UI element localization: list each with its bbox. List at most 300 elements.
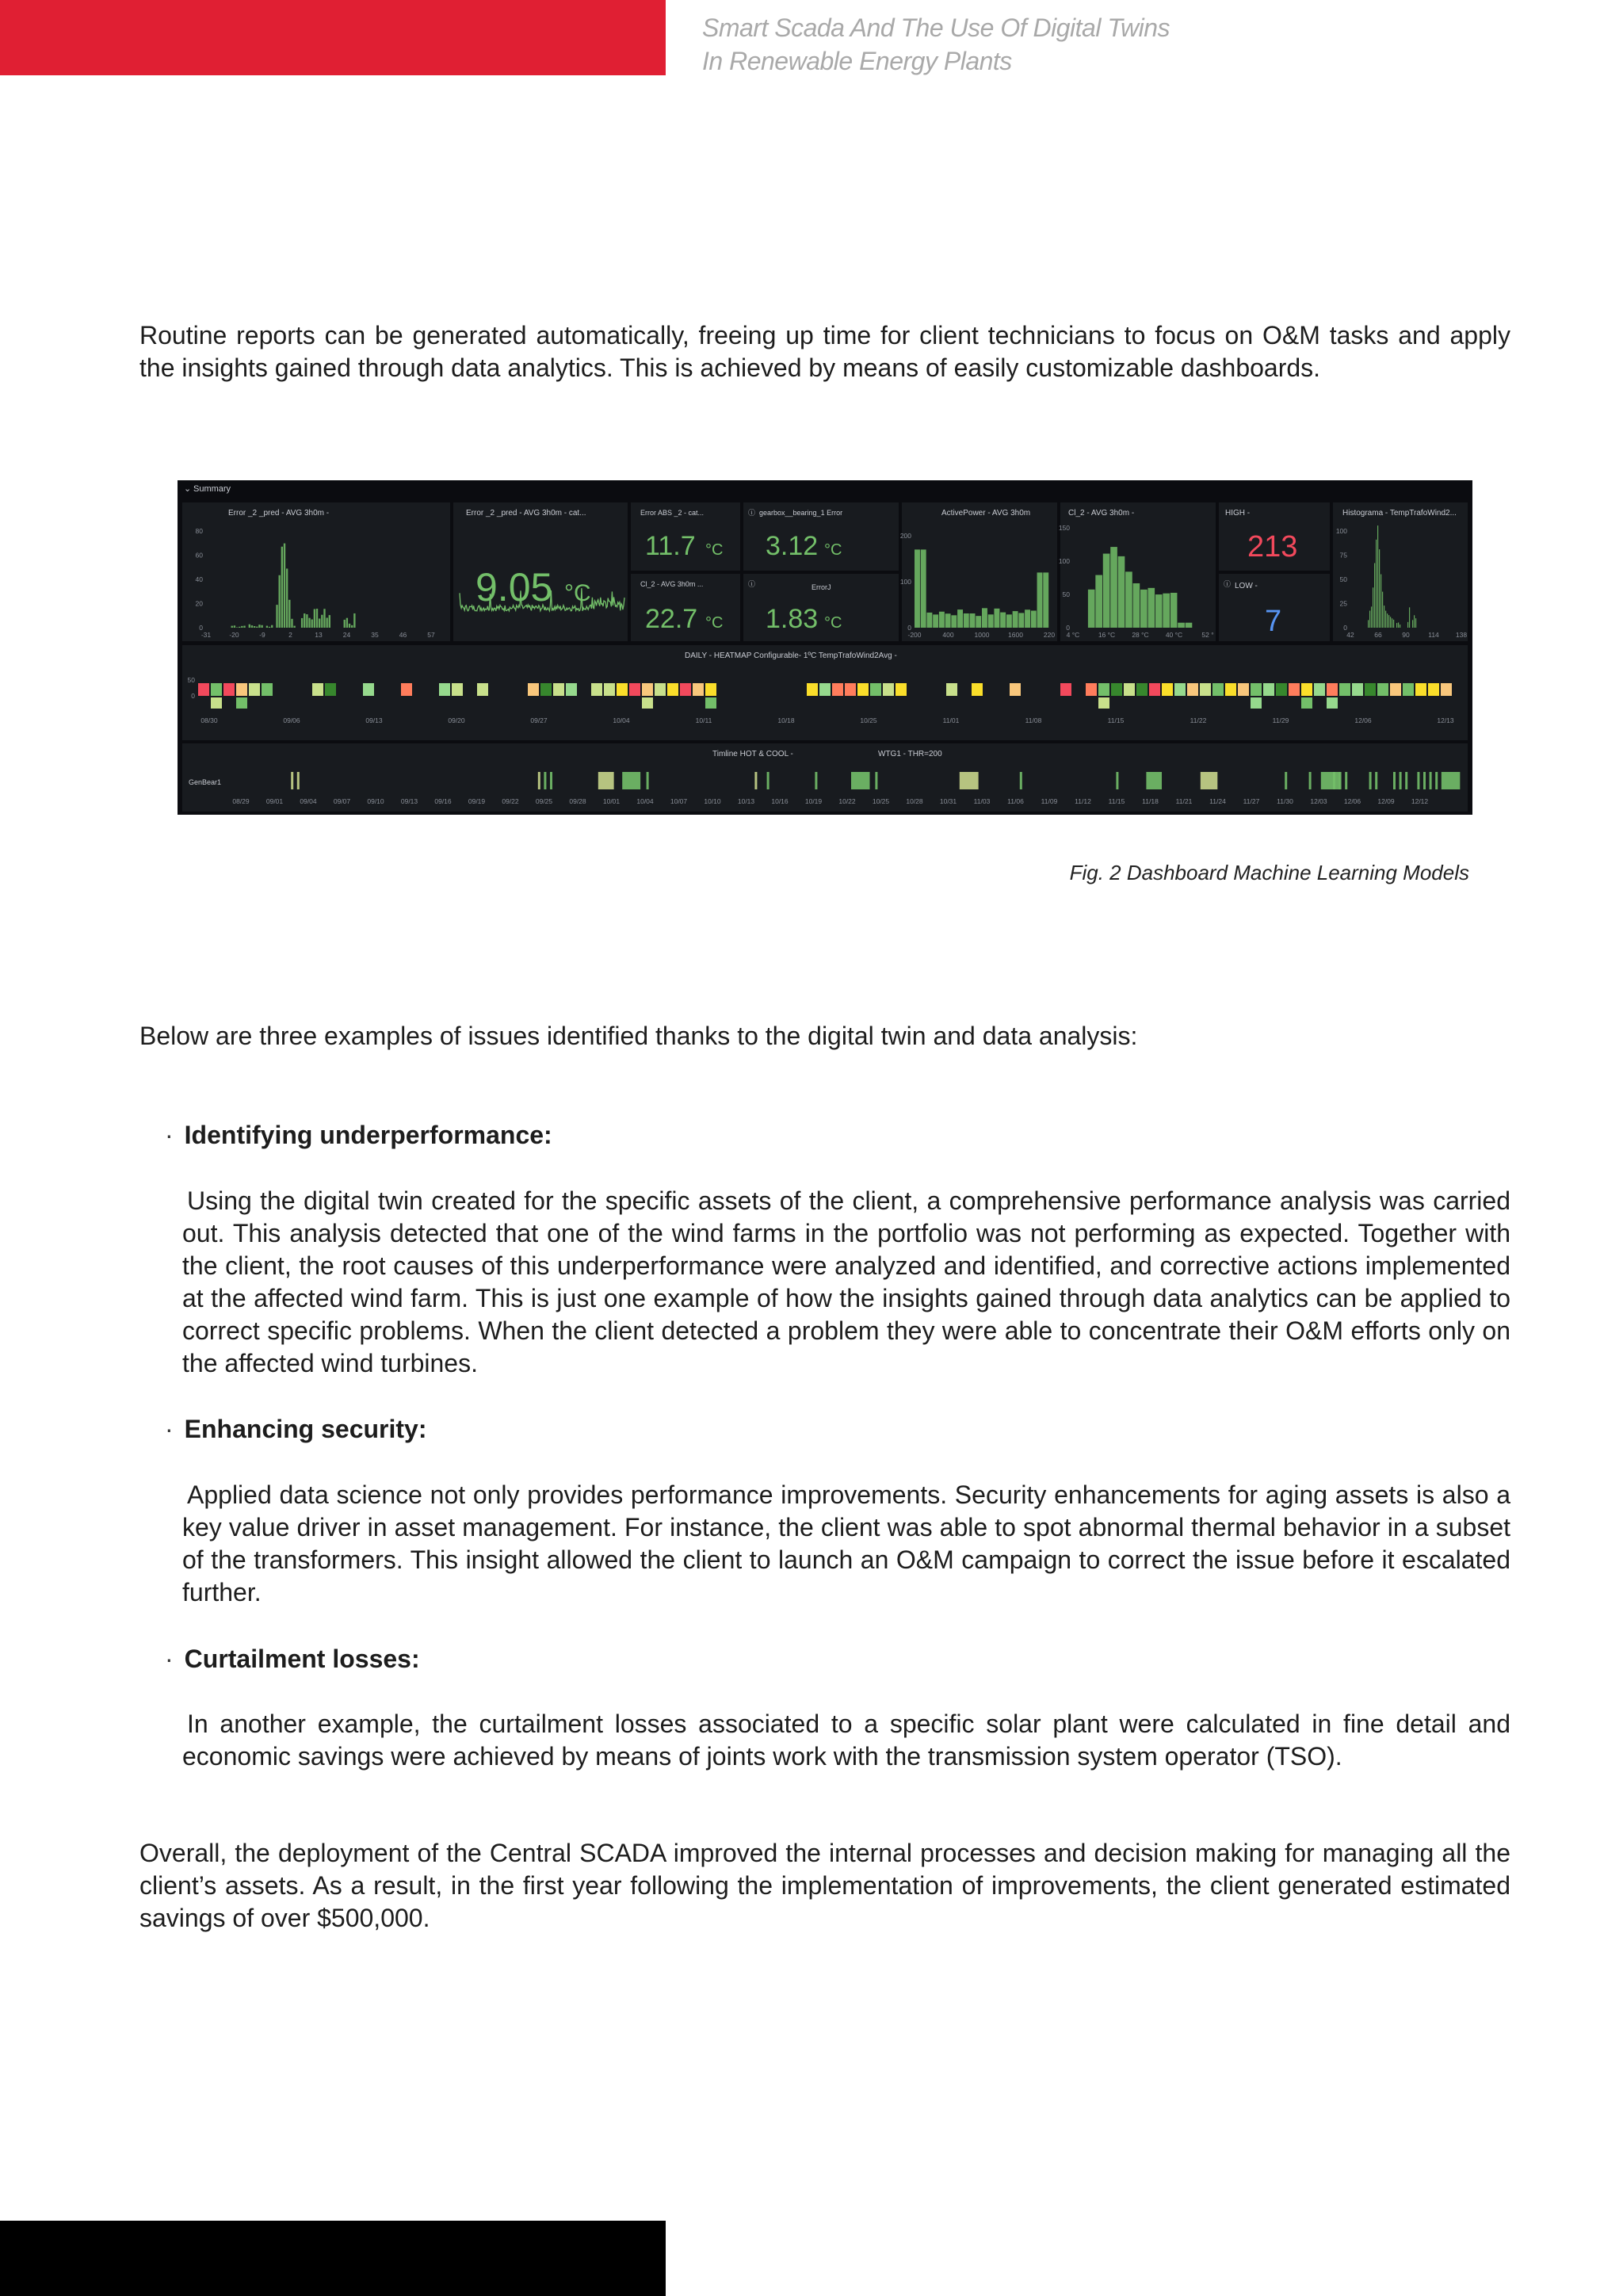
tick-label: 12/06 [1354,716,1372,724]
heatmap-cell [325,683,336,696]
heatmap-cell [845,683,856,696]
timeline-bar [538,772,540,789]
timeline-bar [1333,772,1335,789]
hist-bar [231,626,233,628]
underperformance-text: Using the digital twin created for the specific assets of the client, a comprehensive performance analysis was carried out. This analysis detected that one of the wind farms in the portfolio was not performing as expected. Together with the client, the root causes of this underperformance were analyzed and identified, and corrective actions implemented at the affected wind farm. This is just one example of how the insights gained through data analytics can be applied to correct specific problems. When the client detected a problem they were able to concentrate their O&M efforts only on the affected wind turbines. [182,1186,1510,1377]
heatmap-cell [1136,683,1148,696]
hist-bar [1368,620,1369,628]
stat-value: 7 [1265,605,1282,638]
heatmap-cell [1111,683,1122,696]
heatmap-cell [528,683,539,696]
bullet-title: Enhancing security: [184,1415,427,1443]
tick-label: -20 [229,631,239,639]
bullet-dot: · [165,1121,174,1149]
hist-bar [241,626,242,628]
bullet-security [165,1413,427,1446]
tick-label: 28 °C [1132,631,1149,639]
timeline-bar [815,772,817,789]
tick-label: 10/28 [906,797,923,805]
hist-bar [243,626,245,628]
tick-label: 0 [1066,624,1070,632]
timeline-bar [875,772,877,789]
heatmap-cell [1301,697,1312,709]
hist-bar [1388,615,1389,628]
tick-label: 25 [1339,599,1347,608]
panel-title: ActivePower - AVG 3h0m [941,509,1031,518]
stat-value: 3.12 [766,531,819,561]
tick-label: 100 [1335,527,1347,535]
hist-bar [304,613,305,628]
timeline-bar [1339,772,1342,789]
tick-label: 66 [1374,631,1382,639]
timeline-row-label: GenBear1 [189,778,222,786]
hist-bar [1396,623,1397,628]
tick-label: 11/27 [1243,797,1260,805]
heatmap-cell [211,683,222,696]
timeline-bar [1146,772,1162,789]
timeline-bar [1423,772,1426,789]
hist-bar [994,609,999,628]
heatmap-cell [211,697,222,709]
tick-label: 11/09 [1041,797,1058,805]
hist-bar [323,609,325,628]
hist-bar [349,624,350,628]
tick-label: 100 [899,578,911,586]
heatmap-cell [1098,697,1109,709]
timeline-bar [647,772,649,789]
tick-label: 11/22 [1190,716,1207,724]
heatmap-cell [363,683,374,696]
hist-bar [1140,590,1148,628]
hist-bar [1037,572,1043,628]
heatmap-cell [223,683,235,696]
timeline-bar [1285,772,1287,789]
heatmap-cell [857,683,869,696]
panel-title: Error _2 _pred - AVG 3h0m - cat... [466,509,586,518]
heatmap-cell [1428,683,1439,696]
hist-bar [1409,607,1410,628]
heatmap-cell [1327,697,1338,709]
hist-bar [945,613,951,628]
bullet-dot: · [165,1415,174,1443]
hist-bar [269,627,270,628]
tick-label: 09/22 [502,797,519,805]
tick-label: 09/01 [265,797,284,805]
timeline-bar [297,772,300,789]
hist-bar [1043,572,1048,628]
timeline-bar [1435,772,1438,789]
tick-label: 12/12 [1411,797,1429,805]
hist-bar [254,626,255,628]
heatmap-cell [1327,683,1338,696]
hist-bar [251,625,253,628]
heatmap-cell [1415,683,1426,696]
hist-bar [284,544,285,628]
heatmap-cell [655,683,666,696]
panel-title: Error ABS _2 - cat... [640,509,705,517]
hist-bar [1133,583,1140,628]
hist-bar [1006,614,1012,628]
timeline-bar [1393,772,1396,789]
hist-bar [976,616,981,628]
tick-label: 11/15 [1108,797,1125,805]
tick-label: 75 [1339,551,1347,560]
dashboard-screenshot [178,480,1472,815]
tick-label: 4 °C [1066,631,1080,639]
hist-bar [281,547,283,628]
hist-bar [306,614,307,628]
tick-label: 09/13 [400,797,418,805]
hist-bar [286,568,288,628]
tick-label: 50 [1339,575,1347,583]
hist-bar [1013,611,1018,628]
heatmap-cell [870,683,881,696]
panel-title: Cl_2 - AVG 3h0m - [1068,509,1135,518]
panel-title: Error _2 _pred - AVG 3h0m - [228,509,330,518]
hist-bar [234,625,235,628]
hist-bar [1000,613,1006,628]
heatmap-cell [1162,683,1173,696]
tick-label: 0 [1343,624,1347,632]
tick-label: 12/06 [1343,797,1361,805]
info-icon: ⓘ [1224,580,1232,588]
bullet-dot: · [165,1645,174,1673]
panel-title: Timline HOT & COOL - [712,750,793,758]
p1-x-ticks [201,631,435,639]
hist-bar [1148,588,1155,628]
tick-label: 10/04 [636,797,654,805]
bullet-title: Curtailment losses: [184,1645,420,1673]
tick-label: 50 [1062,590,1070,598]
heatmap-cell [1441,683,1452,696]
panel-histograma [1333,502,1468,641]
tick-label: 0 [199,624,203,632]
tick-label: -9 [259,631,265,639]
heatmap-cell [198,683,209,696]
tick-label: 11/08 [1025,716,1042,724]
hist-bar [1088,590,1095,628]
heatmap-cell [1060,683,1071,696]
hist-bar [1382,592,1383,628]
panel-title: Histograma - TempTrafoWind2... [1342,509,1457,518]
panel-title: HIGH - [1225,509,1251,518]
tick-label: 11/29 [1272,716,1289,724]
bullet-underperformance [165,1119,552,1152]
heatmap-cell [819,683,831,696]
hist-bar [319,618,320,628]
tick-label: 1000 [974,631,990,639]
hist-bar [957,609,963,628]
hist-bar [288,600,290,628]
summary-chevron-icon: ⌄ [184,484,192,494]
timeline-bar [754,772,757,789]
timeline-bar [622,772,640,789]
hist-bar [1385,611,1386,628]
tick-label: 09/16 [434,797,452,805]
hist-bar [939,612,945,628]
heatmap-cell [1403,683,1414,696]
hist-bar [266,626,268,628]
tick-label: 10/16 [771,797,789,805]
heatmap-cell [1314,683,1325,696]
hist-bar [258,625,260,628]
tick-label: 10/11 [695,716,712,724]
overall-paragraph: Overall, the deployment of the Central SCADA improved the internal processes and decision making for managing all the client’s assets. As a result, in the first year following the implementation of improvements, the client generated estimated savings of over $500,000. [139,1839,1510,1932]
tick-label: -31 [200,631,212,639]
hist-bar [1125,571,1132,628]
heatmap-cell [1124,683,1135,696]
tick-label: 09/07 [333,797,351,805]
tick-label: 10/10 [704,797,721,805]
tick-label: 40 [195,575,203,583]
stat-unit: °C [824,541,842,559]
heatmap-cell [1251,683,1262,696]
tick-label: 10/22 [838,797,856,805]
dashboard-graphic [178,480,1472,815]
tick-label: 10/04 [613,716,630,724]
tick-label: 10/31 [939,797,957,805]
info-icon: ⓘ [748,509,756,517]
heatmap-cell [1263,683,1274,696]
tick-label: 11/24 [1209,797,1226,805]
hist-bar [256,627,258,628]
timeline-bar [1430,772,1432,789]
tick-label: 100 [1058,557,1070,565]
timeline-bar [1020,772,1022,789]
hist-bar [353,613,355,628]
hist-bar [1377,525,1378,628]
tick-label: 20 [195,599,203,608]
hist-bar [346,618,348,628]
tick-label: 09/13 [365,716,383,724]
heatmap-cell [642,697,653,709]
examples-intro: Below are three examples of issues identified thanks to the digital twin and data analysis: [139,1022,1138,1050]
heatmap-cell [1225,683,1236,696]
header-title-line1: Smart Scada And The Use Of Digital Twins [702,13,1170,42]
hist-bar [933,614,938,628]
hist-bar [1031,611,1037,628]
info-icon: ⓘ [748,580,756,588]
curtailment-text: In another example, the curtailment losses associated to a specific solar plant were calculated in fine detail and economic savings were achieved by means of joints work with the transmission system operator (TSO). [182,1710,1510,1771]
tick-label: 114 [1428,631,1439,639]
tick-label: 12/03 [1310,797,1327,805]
timeline-bar [1201,772,1218,789]
hist-bar [1369,611,1370,628]
hist-bar [311,620,313,628]
heatmap-cell [1289,683,1300,696]
figure-caption: Fig. 2 Dashboard Machine Learning Models [1069,861,1469,884]
hist-bar [249,625,250,628]
tick-label: 40 °C [1165,631,1183,639]
tick-label: 11/03 [973,797,991,805]
heatmap-cell [1365,683,1376,696]
hist-bar [1414,615,1415,628]
hist-bar [982,608,987,628]
tick-label: 11/18 [1142,797,1159,805]
tick-label: 150 [1058,524,1070,532]
hist-bar [236,627,238,628]
timeline-bar [1442,772,1461,789]
tick-label: 80 [195,527,203,535]
tick-label: 11/30 [1277,797,1293,805]
timeline-bar [960,772,979,789]
heatmap-cell [705,683,716,696]
tick-label: 08/30 [200,716,218,724]
tick-label: 10/18 [777,716,795,724]
heatmap-cell [896,683,907,696]
hist-bar [921,549,926,628]
hist-bar [316,609,318,628]
tick-label: 09/10 [367,797,384,805]
timeline-bar [1400,772,1402,789]
hist-bar [1379,549,1380,628]
tick-label: 10/01 [602,797,621,805]
tick-label: 46 [399,631,407,639]
timeline-bar [1345,772,1347,789]
tick-label: 42 [1346,631,1354,639]
tick-label: 08/29 [232,797,250,805]
timeline-bar [1116,772,1118,789]
stat-unit: °C [824,614,842,632]
tick-label: 09/06 [283,716,300,724]
tick-label: 11/12 [1075,797,1091,805]
panel-title: DAILY - HEATMAP Configurable- 1ºC TempTrafoWind2Avg - [685,651,897,660]
heatmap-cell [312,683,323,696]
tick-label: 1600 [1008,631,1023,639]
heatmap-cell [249,683,260,696]
hist-bar [1178,623,1185,628]
heatmap-cell [553,683,564,696]
tick-label: 400 [942,631,954,639]
heatmap-cell [477,683,488,696]
timeline-bar [851,772,869,789]
hist-bar [301,618,303,628]
hist-bar [1376,540,1377,628]
hist-bar [291,619,292,628]
stat-value: 11.7 [645,531,696,561]
heatmap-cell [807,683,818,696]
hist-bar [239,627,240,628]
stat-value: 213 [1247,530,1298,563]
heatmap-cell [680,683,691,696]
hist-bar [1393,620,1394,628]
tick-label: 10/25 [860,716,877,724]
hist-bar [293,626,295,628]
heatmap-cell [1390,683,1401,696]
hist-bar [1118,556,1125,628]
tick-label: 12/13 [1437,716,1454,724]
heatmap-cell [1301,683,1312,696]
heatmap-cell [693,683,704,696]
heatmap-cell [1174,683,1186,696]
heatmap-cell [972,683,983,696]
hist-bar [1110,547,1117,628]
heatmap-cell [642,683,653,696]
tick-label: 10/19 [804,797,823,805]
hist-bar [1103,554,1110,628]
tick-label: 50 [187,676,195,684]
tick-label: 0 [907,624,911,632]
heatmap-cell [1187,683,1198,696]
heatmap-cell [667,683,678,696]
hist-bar [271,625,273,628]
heatmap-cell [1251,697,1262,709]
heatmap-cell [1149,683,1160,696]
tick-label: 13 [315,631,323,639]
timeline-bar [550,772,552,789]
tick-label: 24 [342,631,351,639]
panel-title: ErrorJ [812,583,831,591]
bullet-curtailment [165,1643,420,1675]
heatmap-cell [401,683,412,696]
heatmap-cell [1276,683,1287,696]
tick-label: 11/21 [1175,797,1193,805]
tick-label: 11/06 [1007,797,1024,805]
hist-bar [1371,606,1372,628]
hist-bar [326,617,327,628]
tick-label: 52 ° [1201,631,1214,639]
tick-label: 12/09 [1377,797,1395,805]
tick-label: 09/25 [535,797,553,805]
timeline-bar [598,772,614,789]
hist-bar [1025,609,1030,628]
hist-bar [261,625,262,628]
heatmap-cell [1238,683,1249,696]
tick-label: 09/20 [448,716,465,724]
panel-title: Cl_2 - AVG 3h0m ... [640,580,704,588]
hist-bar [926,613,932,628]
heatmap-cell [1377,683,1388,696]
panel-title: LOW - [1235,582,1258,590]
header-title-line2: In Renewable Energy Plants [702,47,1012,75]
tick-label: 0 [191,692,195,700]
heatmap-cell [883,683,894,696]
hist-bar [1018,613,1024,628]
hist-bar [276,605,277,628]
tick-label: 09/19 [468,797,486,805]
stat-unit: °C [564,580,591,606]
hist-bar [970,613,976,628]
tick-label: -200 [907,631,922,639]
footer-bar [0,2221,666,2296]
panel-title: gearbox__bearing_1 Error [759,509,843,517]
hist-bar [321,615,323,628]
heatmap-cell [439,683,450,696]
heatmap-cell [629,683,640,696]
heatmap-cell [705,697,716,709]
header-title [702,11,1170,78]
timeline-bar [1405,772,1407,789]
tick-label: 57 [427,631,435,639]
hist-bar [344,620,346,628]
heatmap-cell [566,683,577,696]
hist-bar [1163,594,1170,628]
heatmap-cell [236,697,247,709]
tick-label: 90 [1402,631,1410,639]
hist-bar [308,618,310,628]
hist-bar [915,549,920,628]
hist-bar [1186,623,1193,628]
timeline-bar [1375,772,1377,789]
timeline-bar [291,772,293,789]
heatmap-cell [1200,683,1211,696]
hist-bar [351,625,353,628]
heatmap-cell [591,683,602,696]
hist-bar [1390,617,1391,628]
security-text: Applied data science not only provides performance improvements. Security enhancements for aging assets is also a key value driver in asset management. For instance, the client was able to spot abnormal thermal behavior in a subset of the transformers. This insight allowed the client to launch an O&M campaign to correct the issue before it escalated further. [182,1480,1510,1606]
tick-label: 220 [1043,631,1056,639]
panel-subtitle: WTG1 - THR=200 [878,750,942,758]
